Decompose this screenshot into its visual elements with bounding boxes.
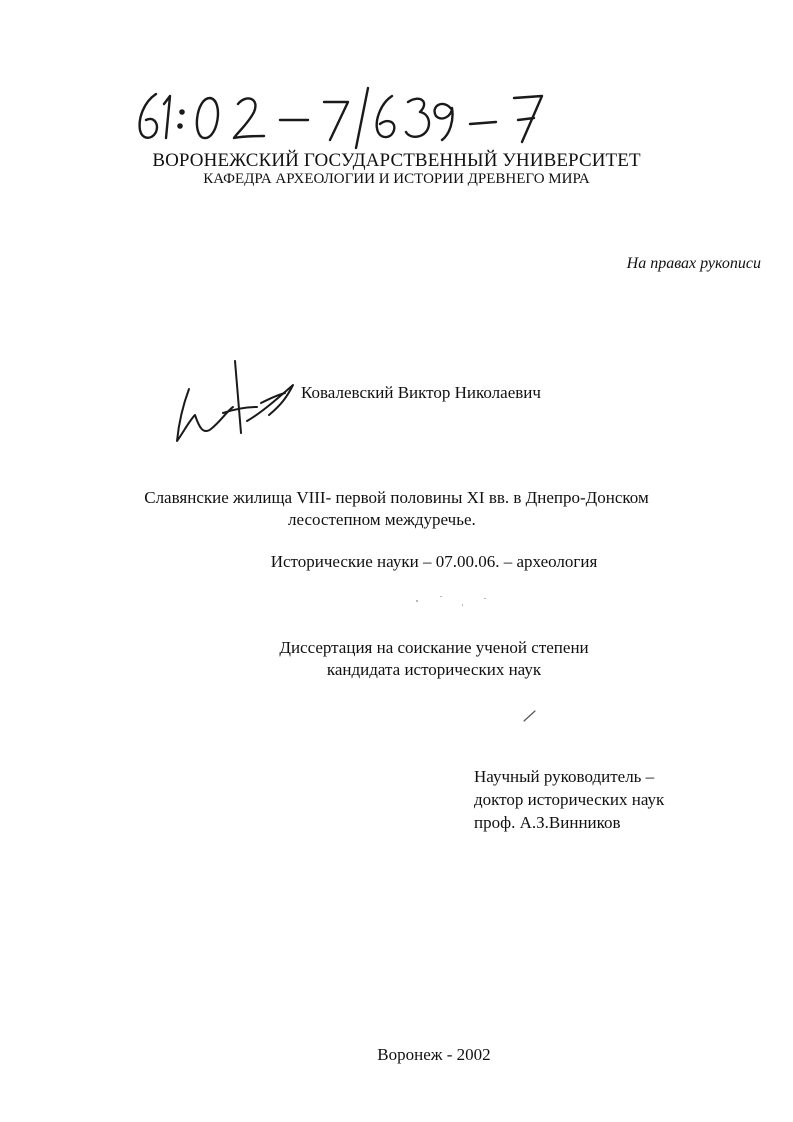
- department-name: КАФЕДРА АРХЕОЛОГИИ И ИСТОРИИ ДРЕВНЕГО МИРА: [203, 171, 590, 187]
- stray-pen-mark: [520, 708, 540, 724]
- dissertation-title-line-2: лесостепном междуречье.: [288, 510, 476, 529]
- dissertation-title-line-1: Славянские жилища VIII- первой половины XI вв. в Днепро-Донском: [144, 488, 649, 507]
- scan-speck: [462, 604, 463, 606]
- author-signature: [165, 355, 305, 455]
- university-name: ВОРОНЕЖСКИЙ ГОСУДАРСТВЕННЫЙ УНИВЕРСИТЕТ: [152, 150, 641, 171]
- author-name: Ковалевский Виктор Николаевич: [301, 383, 541, 402]
- scan-speck: [484, 598, 486, 599]
- supervisor-name: проф. А.З.Винников: [474, 813, 621, 832]
- handwritten-archive-number: [130, 80, 570, 150]
- supervisor-block: [474, 765, 664, 834]
- specialty-code: Исторические науки – 07.00.06. – археология: [270, 552, 598, 571]
- supervisor-role: Научный руководитель –: [474, 767, 655, 786]
- supervisor-degree: доктор исторических наук: [474, 790, 665, 809]
- degree-line-2: кандидата исторических наук: [326, 660, 542, 679]
- scan-speck: [440, 596, 442, 597]
- city-year: Воронеж - 2002: [377, 1045, 491, 1064]
- manuscript-note: На правах рукописи: [626, 255, 761, 272]
- scan-speck: [416, 600, 418, 602]
- degree-line-1: Диссертация на соискание ученой степени: [279, 638, 589, 657]
